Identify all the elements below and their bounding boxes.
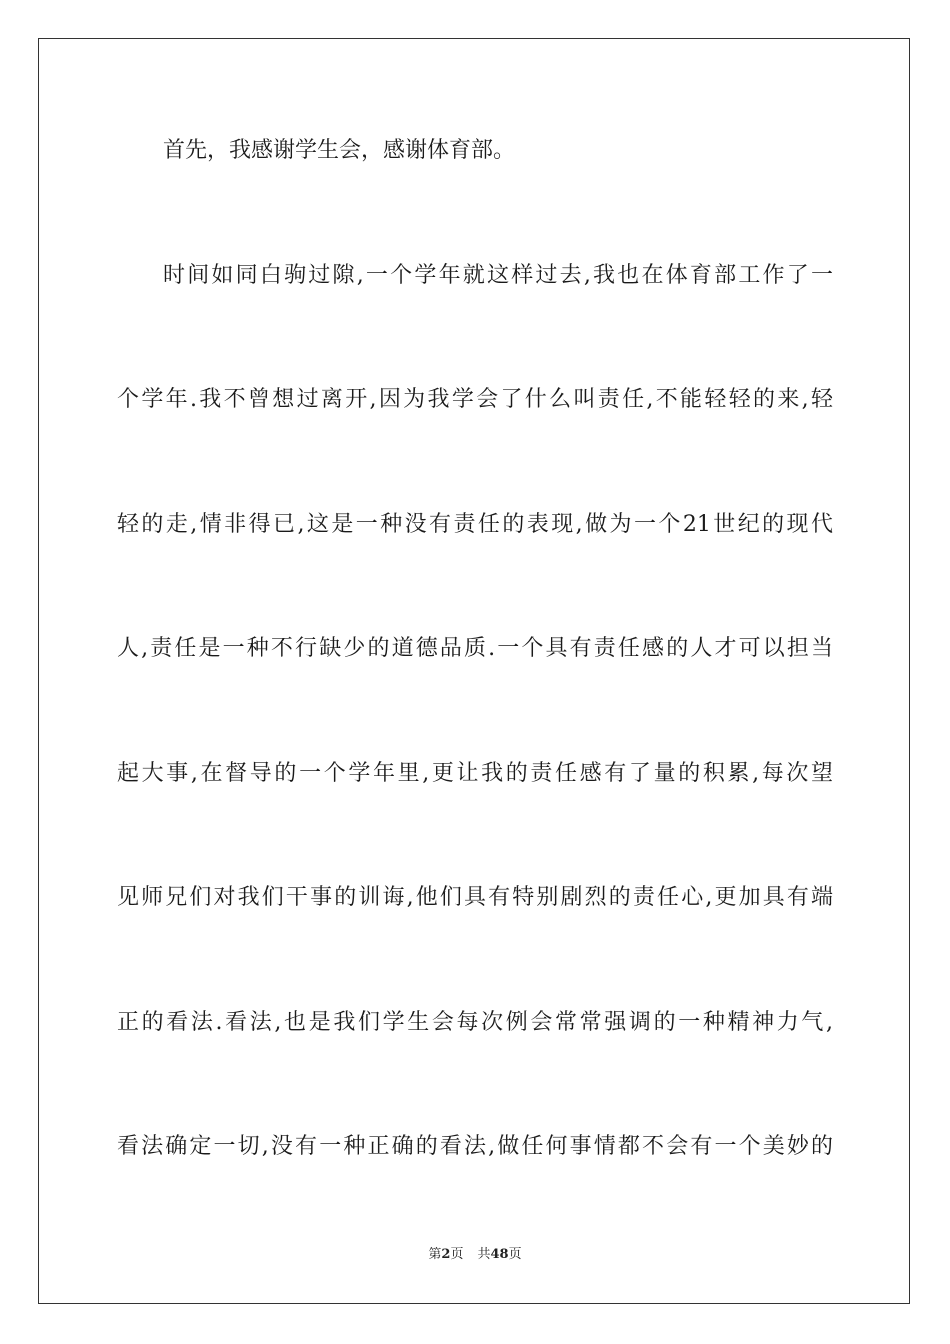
paragraph-line-6: 起大事,在督导的一个学年里,更让我的责任感有了量的积累,每次望	[117, 761, 833, 786]
paragraph-line-3: 个学年.我不曾想过离开,因为我学会了什么叫责任,不能轻轻的来,轻	[117, 387, 833, 412]
page-footer	[0, 1246, 950, 1264]
total-suffix: 页	[508, 1247, 522, 1262]
page-suffix: 页	[450, 1247, 464, 1262]
page-border	[38, 38, 910, 1304]
paragraph-line-1: 首先，我感谢学生会，感谢体育部。	[163, 138, 516, 163]
paragraph-line-8: 正的看法.看法,也是我们学生会每次例会常常强调的一种精神力气,	[117, 1010, 833, 1035]
paragraph-line-2: 时间如同白驹过隙,一个学年就这样过去,我也在体育部工作了一	[163, 263, 833, 288]
total-prefix: 共	[477, 1247, 491, 1262]
paragraph-line-4: 轻的走,情非得已,这是一种没有责任的表现,做为一个21世纪的现代	[117, 512, 833, 537]
paragraph-line-7: 见师兄们对我们干事的训诲,他们具有特别剧烈的责任心,更加具有端	[117, 885, 833, 910]
page-prefix: 第	[428, 1247, 442, 1262]
paragraph-line-9: 看法确定一切,没有一种正确的看法,做任何事情都不会有一个美妙的	[117, 1134, 833, 1159]
page-number: 2	[441, 1247, 451, 1262]
total-pages: 48	[490, 1247, 509, 1262]
paragraph-line-5: 人,责任是一种不行缺少的道德品质.一个具有责任感的人才可以担当	[117, 636, 833, 661]
